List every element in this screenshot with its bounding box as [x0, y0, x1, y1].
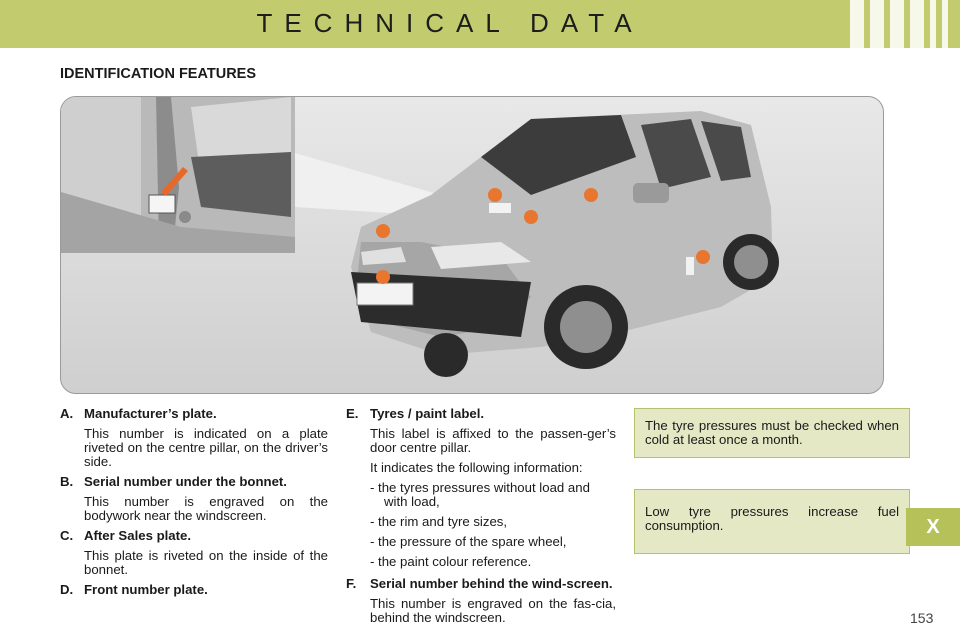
marker-b	[524, 210, 538, 224]
item-a-heading	[60, 407, 328, 421]
page-number: 153	[910, 610, 934, 626]
item-f-body: This number is engraved on the fas-cia, behind the windscreen.	[370, 596, 616, 625]
section-heading: IDENTIFICATION FEATURES	[60, 66, 257, 82]
item-e-body: This label is affixed to the passen-ger’s door centre pillar.	[370, 426, 616, 455]
item-title: Manufacturer’s plate.	[84, 406, 217, 421]
header-stripe	[930, 0, 936, 48]
page-header	[0, 0, 960, 48]
item-title: Serial number under the bonnet.	[84, 474, 287, 489]
item-title: Serial number behind the wind-screen.	[370, 576, 613, 591]
item-b-body: This number is engraved on the bodywork near the windscreen.	[84, 494, 328, 523]
item-key: F.	[346, 576, 357, 591]
item-d-heading	[60, 583, 328, 597]
door-pillar-inset	[61, 97, 295, 253]
item-b-heading	[60, 475, 328, 489]
marker-c	[376, 224, 390, 238]
header-stripe	[890, 0, 904, 48]
item-key: B.	[60, 474, 74, 489]
item-title: After Sales plate.	[84, 528, 192, 543]
list-item: - the tyres pressures without load and with load,	[370, 480, 590, 509]
item-e-info: It indicates the following information:	[370, 460, 583, 475]
list-item: - the pressure of the spare wheel,	[370, 534, 567, 549]
item-key: D.	[60, 582, 74, 597]
tyre-pressure-note: The tyre pressures must be checked when cold at least once a month.	[634, 408, 910, 458]
car-body	[351, 111, 779, 377]
item-key: E.	[346, 406, 359, 421]
header-stripe	[942, 0, 948, 48]
item-a-body: This number is indicated on a plate riveted on the centre pillar, on the driver’s side.	[84, 426, 328, 469]
vehicle-illustration-svg	[61, 97, 883, 393]
marker-d	[376, 270, 390, 284]
item-c-heading	[60, 529, 328, 543]
header-stripe	[850, 0, 864, 48]
identification-list-left	[60, 404, 328, 597]
item-e-heading	[346, 407, 616, 421]
item-key: A.	[60, 406, 74, 421]
item-f-heading	[346, 577, 616, 591]
list-item: - the rim and tyre sizes,	[370, 514, 508, 529]
header-stripes	[850, 0, 948, 48]
fuel-consumption-note: Low tyre pressures increase fuel consumption.	[634, 489, 910, 554]
list-item: - the paint colour reference.	[370, 554, 532, 569]
header-stripe	[870, 0, 884, 48]
chapter-tab[interactable]: X	[906, 508, 960, 546]
vehicle-illustration	[60, 96, 884, 394]
marker-a	[696, 250, 710, 264]
item-title: Tyres / paint label.	[370, 406, 485, 421]
identification-list-right	[346, 404, 616, 631]
marker-f	[488, 188, 502, 202]
item-key: C.	[60, 528, 74, 543]
page-title: TECHNICAL DATA	[256, 8, 644, 38]
item-c-body: This plate is riveted on the inside of the bonnet.	[84, 548, 328, 577]
marker-e	[584, 188, 598, 202]
header-stripe	[910, 0, 924, 48]
item-title: Front number plate.	[84, 582, 208, 597]
